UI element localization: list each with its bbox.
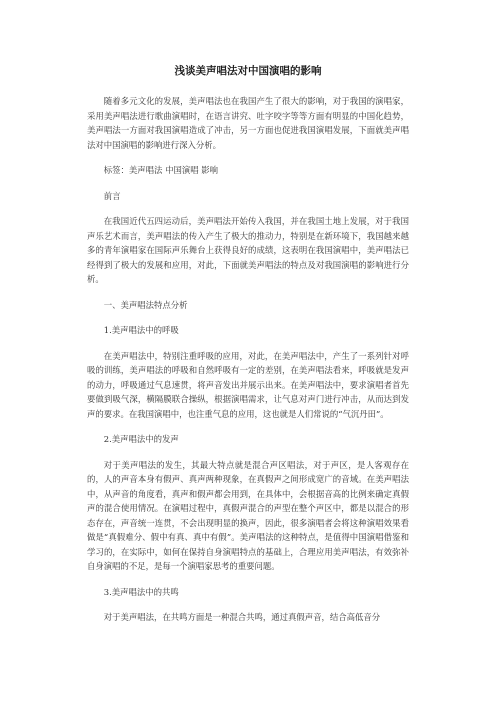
- subsection-heading-resonance: 3.美声唱法中的共鸣: [103, 586, 179, 597]
- preface-heading: 前言: [103, 190, 121, 201]
- section-heading-1: 一、美声唱法特点分析: [103, 299, 188, 310]
- document-page: [87, 64, 409, 636]
- keywords-line: 标签：美声唱法 中国演唱 影响: [103, 165, 218, 175]
- preface-paragraph: 在我国近代五四运动后，美声唱法开始传入我国，并在我国土地上发展，对于我国声乐艺术而言，美声唱法的传入产生了极大的推动力，特别是在新环境下，我国越来越多的青年演唱家在国际声乐舞台上获得良好的成绩，这表明在我国演唱中，美声唱法已经得到了极大的发展和应用，对此，下面就美声唱法的特点及对我国演唱的影响进行分析。: [87, 216, 409, 284]
- abstract-paragraph: 随着多元文化的发展，美声唱法也在我国产生了很大的影响，对于我国的演唱家，采用美声唱法进行歌曲演唱时，在语言讲究、吐字咬字等等方面有明显的中国化趋势，美声唱法一方面对我国演唱造成了冲击，另一方面也促进我国演唱发展，下面就美声唱法对中国演唱的影响进行深入分析。: [87, 96, 409, 150]
- resonance-paragraph: 对于美声唱法，在共鸣方面是一种混合共鸣，通过真假声音，结合高低音分: [103, 612, 381, 622]
- subsection-heading-vocalization: 2.美声唱法中的发声: [103, 434, 179, 444]
- breathing-paragraph: 在美声唱法中，特别注重呼吸的应用，对此，在美声唱法中，产生了一系列针对呼吸的训练，美声唱法的呼吸和自然呼吸有一定的差别，在美声唱法看来，呼吸就是发声的动力，呼吸通过气息速贯，将声音发出并展示出来。在美声唱法中，要求演唱者首先要做到吸气深，横隔膜联合操纵，根据演唱需求，让气息对声门进行冲击，从而达到发声的要求。在我国演唱中，也注重气息的应用，这也就是人们常说的“气沉丹田”。: [87, 350, 409, 419]
- vocalization-paragraph: 对于美声唱法的发生，其最大特点就是混合声区唱法，对于声区，是人客观存在的，人的声音本身有假声、真声两种现象，在真假声之间形成宽广的音域。在美声唱法中，从声音的角度看，真声和假声都会用到，在具体中，会根据音高的比例来确定真假声的混合使用情况。在演唱过程中，真假声混合的声型在整个声区中，都是以混合的形态存在，声音统一连贯，不会出现明显的换声，因此，很多演唱者会将这种演唱效果看做是“真假难分、假中有真、真中有假”。美声唱法的这种特点，是值得中国演唱借鉴和学习的，在实际中，如何在保持自身演唱特点的基础上，合理应用美声唱法，有效弥补自身演唱的不足，是每一个演唱家思考的重要问题。: [87, 459, 409, 571]
- document-title: 浅谈美声唱法对中国演唱的影响: [174, 65, 322, 77]
- subsection-heading-breathing: 1.美声唱法中的呼吸: [103, 325, 179, 335]
